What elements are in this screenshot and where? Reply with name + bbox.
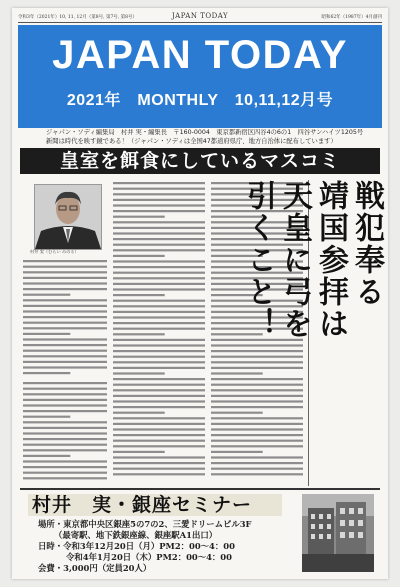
text-line — [113, 412, 165, 414]
text-line — [23, 393, 107, 395]
author-photo — [34, 184, 102, 250]
text-line — [23, 472, 107, 474]
text-line — [113, 417, 205, 419]
text-line — [23, 416, 70, 418]
seminar-box — [20, 488, 380, 575]
text-line — [23, 460, 107, 462]
text-line — [23, 466, 107, 468]
text-line — [23, 333, 70, 335]
text-line — [113, 193, 205, 195]
seminar-date-2: 令和4年1月20日（木）PM2：00～4：00 — [66, 552, 232, 562]
text-line — [113, 462, 205, 464]
text-line — [113, 272, 205, 274]
seminar-station: （最寄駅、地下鉄銀座線、銀座駅A1出口） — [54, 530, 218, 540]
text-line — [23, 372, 70, 374]
publisher-address: ジャパン・ソディ編集局 村井 実・編集長 〒160-0004 東京都新宿区四谷4の6の1 四谷サンハイツ1205号 — [46, 129, 364, 136]
seminar-place: 場所・東京都中央区銀座5の7の2、三愛ドリームビル3F — [38, 519, 252, 529]
text-line — [113, 277, 205, 279]
text-line — [23, 444, 107, 446]
founded-date: 昭和62年（1987年）4月創刊 — [321, 15, 382, 20]
text-line — [23, 338, 107, 340]
text-line — [113, 199, 205, 201]
text-line — [113, 451, 165, 453]
publisher-note: 新聞は時代を映す鏡である！（ジャパン・ソディは全国47都道府県庁、地方自治体に配布しています） — [46, 137, 337, 145]
text-line — [113, 322, 205, 324]
text-line — [113, 266, 205, 268]
text-line — [113, 456, 205, 458]
text-line — [113, 367, 205, 369]
text-line — [23, 382, 107, 384]
masthead-title: JAPAN TODAY — [52, 33, 348, 77]
text-line — [23, 294, 70, 296]
text-line — [113, 204, 205, 206]
text-line — [23, 410, 107, 412]
text-line — [113, 283, 205, 285]
text-line — [23, 344, 107, 346]
text-line — [113, 372, 165, 374]
text-line — [113, 288, 205, 290]
headline: 皇室を餌食にしているマスコミ — [20, 148, 380, 174]
article-column-4 — [22, 380, 108, 480]
text-line — [23, 477, 107, 479]
paper-name: JAPAN TODAY — [171, 12, 229, 20]
text-line — [23, 299, 107, 301]
text-line — [113, 389, 205, 391]
text-line — [113, 316, 205, 318]
text-line — [113, 238, 205, 240]
text-line — [113, 406, 205, 408]
text-line — [23, 288, 107, 290]
text-line — [113, 445, 205, 447]
text-line — [23, 366, 107, 368]
text-line — [113, 395, 205, 397]
text-line — [113, 440, 205, 442]
text-line — [23, 438, 107, 440]
publisher-info — [46, 129, 380, 146]
text-line — [23, 322, 107, 324]
text-line — [23, 427, 107, 429]
text-line — [113, 400, 205, 402]
text-line — [113, 305, 205, 307]
text-line — [113, 227, 205, 229]
text-line — [113, 188, 205, 190]
text-line — [113, 356, 205, 358]
seminar-title: 村井 実・銀座セミナー — [28, 494, 282, 516]
newspaper-page — [12, 8, 388, 579]
text-line — [23, 355, 107, 357]
text-line — [113, 339, 205, 341]
text-line — [113, 232, 205, 234]
text-line — [113, 344, 205, 346]
article-column-1 — [22, 258, 108, 376]
text-line — [113, 221, 205, 223]
masthead-subtitle: 2021年 MONTHLY 10,11,12月号 — [66, 92, 334, 109]
text-line — [113, 468, 205, 470]
text-line — [113, 311, 205, 313]
text-line — [113, 216, 165, 218]
article-column-2 — [112, 180, 206, 480]
top-line — [18, 12, 382, 22]
text-line — [23, 421, 107, 423]
masthead — [18, 25, 382, 128]
text-line — [113, 333, 165, 335]
text-line — [113, 423, 205, 425]
vertical-headline-line: 引くこと！ — [241, 180, 276, 340]
text-line — [23, 282, 107, 284]
text-line — [113, 428, 205, 430]
seminar-date-1: 日時・令和3年12月20日（月）PM2：00～4：00 — [38, 541, 235, 551]
text-line — [23, 316, 107, 318]
text-line — [23, 350, 107, 352]
vertical-headline-line: 天皇に弓を — [277, 180, 312, 340]
text-line — [113, 361, 205, 363]
venue-building-photo — [302, 494, 374, 572]
text-line — [113, 244, 205, 246]
photo-caption: 村井 実（むらい みのる） — [30, 249, 79, 254]
text-line — [113, 434, 205, 436]
text-line — [23, 310, 107, 312]
text-line — [113, 249, 205, 251]
text-line — [113, 300, 205, 302]
text-line — [113, 182, 205, 184]
text-line — [23, 266, 107, 268]
text-line — [113, 260, 205, 262]
vertical-headline — [241, 180, 384, 486]
text-line — [113, 384, 205, 386]
text-line — [23, 404, 107, 406]
text-line — [113, 210, 205, 212]
text-line — [23, 361, 107, 363]
text-line — [23, 399, 107, 401]
text-line — [113, 473, 205, 475]
vertical-headline-line: 靖国参拝は — [313, 180, 348, 340]
text-line — [113, 328, 205, 330]
text-line — [113, 378, 205, 380]
text-line — [23, 432, 107, 434]
text-line — [23, 305, 107, 307]
text-line — [23, 455, 70, 457]
text-line — [23, 388, 107, 390]
text-line — [113, 255, 165, 257]
text-line — [23, 260, 107, 262]
text-line — [23, 271, 107, 273]
text-line — [23, 327, 107, 329]
vertical-headline-line: 戦犯奉る — [349, 180, 384, 308]
text-line — [23, 277, 107, 279]
seminar-fee: 会費・3,000円（定員20人） — [38, 563, 152, 573]
top-rule — [18, 22, 382, 23]
text-line — [113, 294, 165, 296]
text-line — [113, 350, 205, 352]
issue-date: 令和3年（2021年）10, 11, 12月（第8号, 第7号, 第8号） — [18, 15, 138, 20]
text-line — [23, 449, 107, 451]
